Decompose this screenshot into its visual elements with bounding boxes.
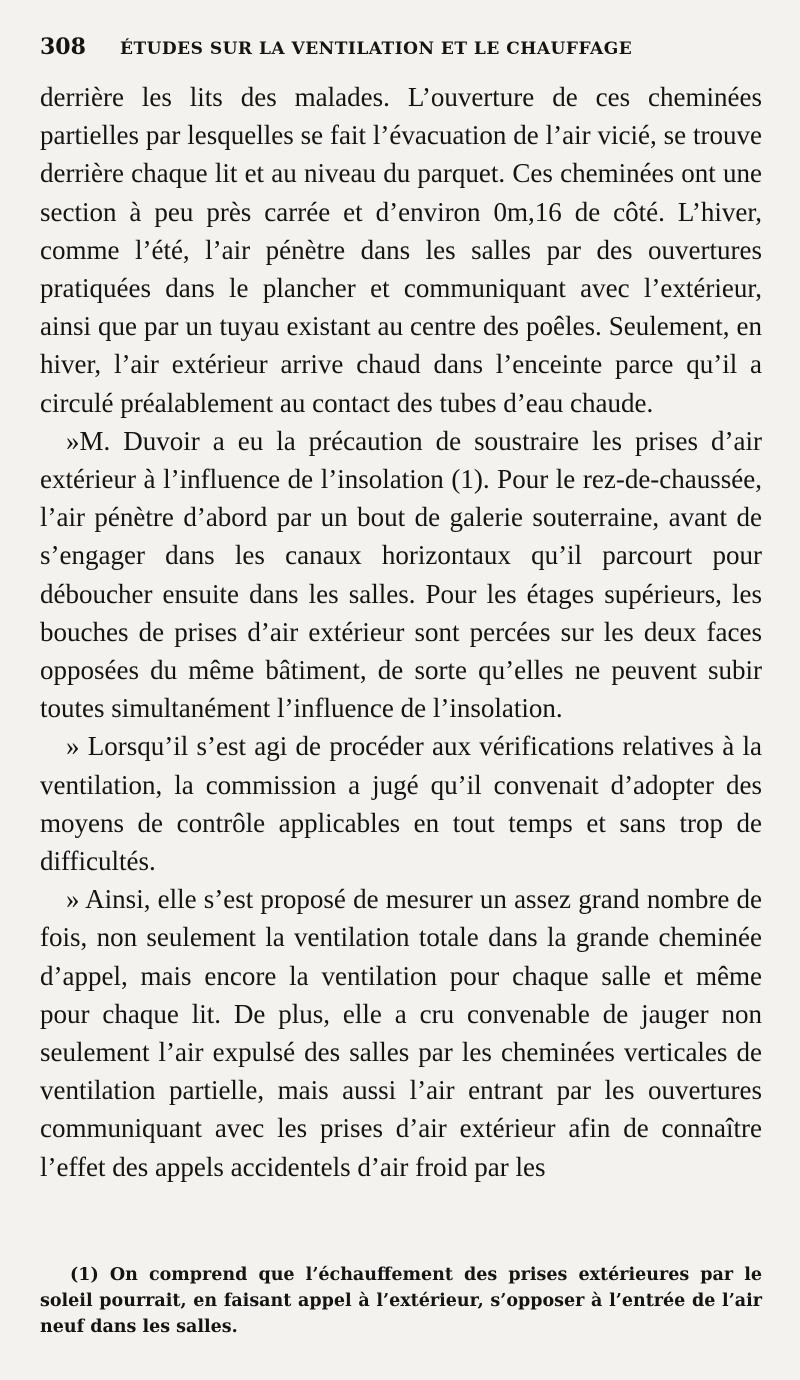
footnotes xyxy=(40,1262,762,1340)
body-text xyxy=(40,78,762,1186)
paragraph-2: »M. Duvoir a eu la précaution de soustraire les prises d’air extérieur à l’influence de l’insolation (1). Pour le rez-de-chaussée, l’air pénètre d’abord par un bout de galerie souterraine, avant de s’engager dans les canaux horizontaux qu’il parcourt pour déboucher ensuite dans les salles. Pour les étages supérieurs, les bouches de prises d’air extérieur sont percées sur les deux faces opposées du même bâtiment, de sorte qu’elles ne peuvent subir toutes simultanément l’influence de l’insolation. xyxy=(40,425,762,724)
paragraph-3: » Lorsqu’il s’est agi de procéder aux vérifications relatives à la ventilation, la commission a jugé qu’il convenait d’adopter des moyens de contrôle applicables en tout temps et sans trop de difficultés. xyxy=(40,731,762,877)
paragraph-1: derrière les lits des malades. L’ouverture de ces cheminées partielles par lesquelles se fait l’évacuation de l’air vicié, se trouve derrière chaque lit et au niveau du parquet. Ces cheminées ont une section à peu près carrée et d’environ 0m,16 de côté. L’hiver, comme l’été, l’air pénètre dans les salles par des ouvertures pratiquées dans le plancher et communiquant avec l’extérieur, ainsi que par un tuyau existant au centre des poêles. Seulement, en hiver, l’air extérieur arrive chaud dans l’enceinte parce qu’il a circulé préalablement au contact des tubes d’eau chaude. xyxy=(40,82,762,418)
paragraph-4: » Ainsi, elle s’est proposé de mesurer un assez grand nombre de fois, non seulement la ventilation totale dans la grande cheminée d’appel, mais encore la ventilation pour chaque salle et même pour chaque lit. De plus, elle a cru convenable de jauger non seulement l’air expulsé des salles par les cheminées verticales de ventilation partielle, mais aussi l’air entrant par les ouvertures communiquant avec les prises d’air extérieur afin de connaître l’effet des appels accidentels d’air froid par les xyxy=(40,884,762,1182)
page-number: 308 xyxy=(40,34,86,60)
running-title: ÉTUDES SUR LA VENTILATION ET LE CHAUFFAGE xyxy=(120,39,633,59)
footnote-1: (1) On comprend que l’échauffement des prises extérieures par le soleil pourrait, en faisant appel à l’extérieur, s’opposer à l’entrée de l’air neuf dans les salles. xyxy=(40,1265,762,1337)
running-head xyxy=(40,34,762,74)
